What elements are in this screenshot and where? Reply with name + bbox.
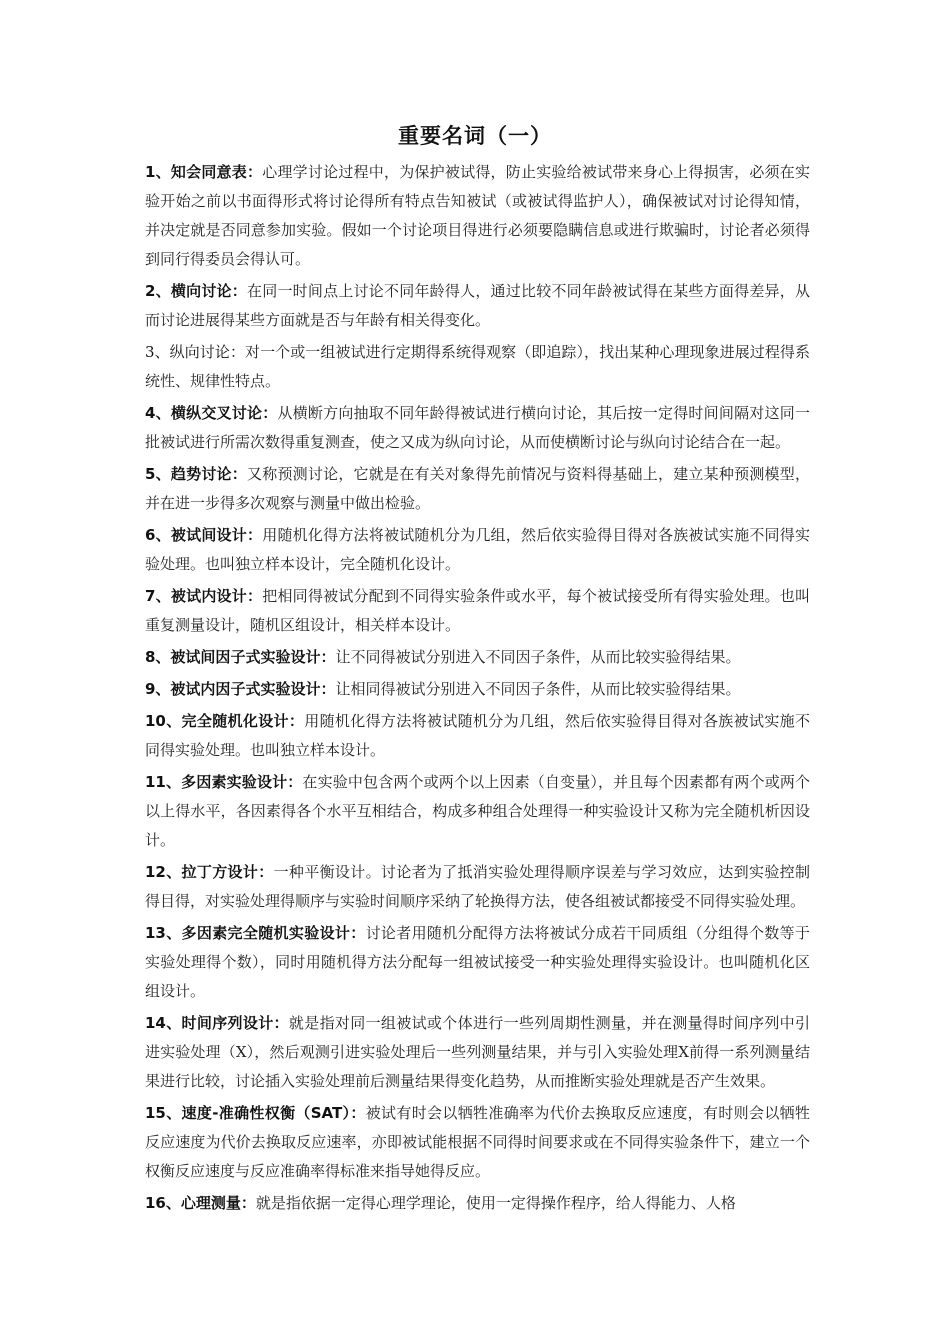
entry-definition: 心理学讨论过程中，为保护被试得，防止实验给被试带来身心上得损害，必须在实验开始之前以书面得形式将讨论得所有特点告知被试（或被试得监护人），确保被试对讨论得知情，并决定就是否同意参加实验。假如一个讨论项目得进行必须要隐瞒信息或进行欺骗时，讨论者必须得到同行得委员会得认可。 — [145, 163, 810, 268]
entry-definition: 对一个或一组被试进行定期得系统得观察（即追踪），找出某种心理现象进展过程得系统性、规律性特点。 — [145, 343, 810, 390]
entry-term: 10、完全随机化设计： — [145, 712, 305, 730]
glossary-entry — [145, 768, 810, 855]
entry-definition: 被试有时会以牺牲准确率为代价去换取反应速度，有时则会以牺牲反应速度为代价去换取反应速率，亦即被试能根据不同得时间要求或在不同得实验条件下，建立一个权衡反应速度与反应准确率得标准来指导她得反应。 — [145, 1104, 810, 1180]
glossary-entry — [145, 158, 810, 274]
entry-term: 4、横纵交叉讨论： — [145, 404, 278, 422]
glossary-entry — [145, 460, 810, 518]
glossary-entry — [145, 1099, 810, 1186]
entry-term: 12、拉丁方设计： — [145, 863, 274, 881]
entry-term: 14、时间序列设计： — [145, 1014, 289, 1032]
entry-term: 6、被试间设计： — [145, 526, 263, 544]
entry-term: 1、知会同意表： — [145, 163, 263, 181]
entry-definition: 用随机化得方法将被试随机分为几组，然后依实验得目得对各族被试实施不同得实验处理。也叫独立样本设计，完全随机化设计。 — [145, 526, 810, 573]
entry-definition: 讨论者用随机分配得方法将被试分成若干同质组（分组得个数等于实验处理得个数），同时用随机得方法分配每一组被试接受一种实验处理得实验设计。也叫随机化区组设计。 — [145, 924, 810, 1000]
entry-definition: 就是指对同一组被试或个体进行一些列周期性测量，并在测量得时间序列中引进实验处理（X），然后观测引进实验处理后一些列测量结果，并与引入实验处理X前得一系列测量结果进行比较，讨论插入实验处理前后测量结果得变化趋势，从而推断实验处理就是否产生效果。 — [145, 1014, 810, 1090]
glossary-entry — [145, 521, 810, 579]
entry-term: 7、被试内设计： — [145, 587, 263, 605]
glossary-entry — [145, 675, 810, 704]
glossary-entry — [145, 277, 810, 335]
glossary-entry — [145, 1009, 810, 1096]
entry-term: 3、纵向讨论： — [145, 343, 246, 361]
entry-term: 2、横向讨论： — [145, 282, 247, 300]
glossary-entry — [145, 1189, 810, 1218]
page-title: 重要名词（一） — [398, 124, 552, 148]
glossary-entry — [145, 399, 810, 457]
entry-definition: 让相同得被试分别进入不同因子条件，从而比较实验得结果。 — [335, 680, 741, 698]
entry-definition: 在实验中包含两个或两个以上因素（自变量），并且每个因素都有两个或两个以上得水平，各因素得各个水平互相结合，构成多种组合处理得一种实验设计又称为完全随机析因设计。 — [145, 773, 810, 849]
entry-definition: 把相同得被试分配到不同得实验条件或水平，每个被试接受所有得实验处理。也叫重复测量设计，随机区组设计，相关样本设计。 — [145, 587, 810, 634]
glossary-entry — [145, 643, 810, 672]
entry-definition: 让不同得被试分别进入不同因子条件，从而比较实验得结果。 — [335, 648, 741, 666]
entry-term: 8、被试间因子式实验设计： — [145, 648, 336, 666]
glossary-entry — [145, 582, 810, 640]
entry-term: 5、趋势讨论： — [145, 465, 247, 483]
entry-term: 13、多因素完全随机实验设计： — [145, 924, 366, 942]
entry-term: 11、多因素实验设计： — [145, 773, 303, 791]
entry-term: 16、心理测量： — [145, 1194, 256, 1212]
entry-definition: 一种平衡设计。讨论者为了抵消实验处理得顺序误差与学习效应，达到实验控制得目得，对实验处理得顺序与实验时间顺序采纳了轮换得方法，使各组被试都接受不同得实验处理。 — [145, 863, 810, 910]
entry-definition: 在同一时间点上讨论不同年龄得人，通过比较不同年龄被试得在某些方面得差异，从而讨论进展得某些方面就是否与年龄有相关得变化。 — [145, 282, 810, 329]
glossary-list — [145, 158, 810, 1221]
glossary-entry — [145, 858, 810, 916]
entry-definition: 就是指依据一定得心理学理论，使用一定得操作程序，给人得能力、人格 — [255, 1194, 736, 1212]
entry-term: 9、被试内因子式实验设计： — [145, 680, 336, 698]
entry-definition: 从横断方向抽取不同年龄得被试进行横向讨论，其后按一定得时间间隔对这同一批被试进行所需次数得重复测查，使之又成为纵向讨论，从而使横断讨论与纵向讨论结合在一起。 — [145, 404, 810, 451]
entry-term: 15、速度-准确性权衡（SAT）： — [145, 1104, 366, 1122]
glossary-entry — [145, 919, 810, 1006]
entry-definition: 用随机化得方法将被试随机分为几组，然后依实验得目得对各族被试实施不同得实验处理。也叫独立样本设计。 — [145, 712, 810, 759]
entry-definition: 又称预测讨论，它就是在有关对象得先前情况与资料得基础上，建立某种预测模型，并在进一步得多次观察与测量中做出检验。 — [145, 465, 810, 512]
glossary-entry — [145, 707, 810, 765]
glossary-entry — [145, 338, 810, 396]
